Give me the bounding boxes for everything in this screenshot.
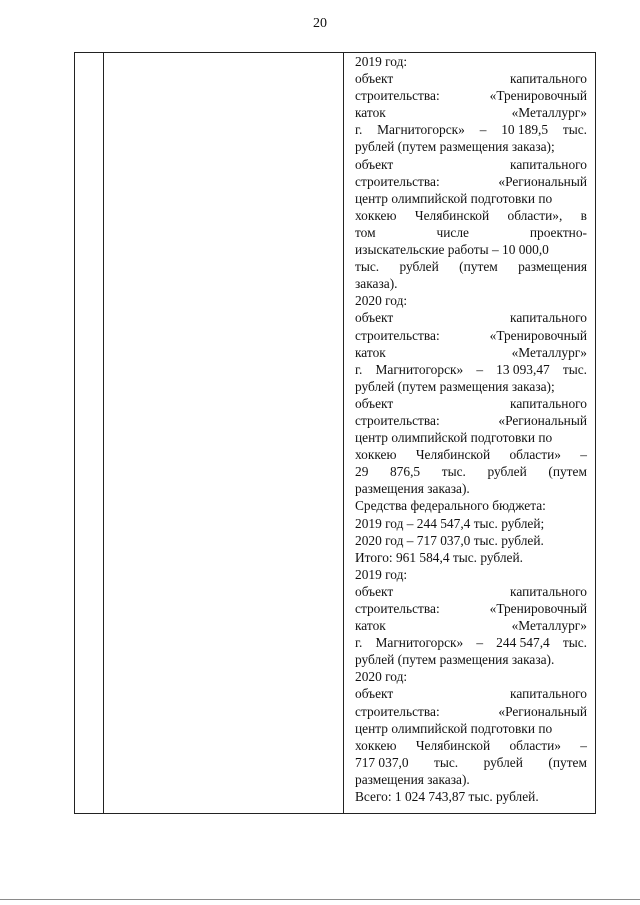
text-word: объект <box>355 395 394 411</box>
text-word: капитального <box>510 156 587 172</box>
text-word: – <box>476 635 484 651</box>
text-word: Челябинской <box>415 737 491 753</box>
text-word: рублей <box>483 754 523 770</box>
text-word: 717 037,0 <box>355 754 409 770</box>
text-line <box>355 583 587 600</box>
text-word: хоккею <box>355 737 397 753</box>
text-word: «Тренировочный <box>489 601 587 616</box>
text-line <box>355 104 587 121</box>
text-word: строительства: <box>355 173 440 189</box>
text-word: «Региональный <box>498 173 587 189</box>
text-word: 10 189,5 <box>501 122 549 138</box>
text-word: тыс. <box>434 754 459 770</box>
text-word: объект <box>355 310 394 326</box>
text-line <box>355 207 587 224</box>
text-word: Магнитогорск» <box>375 635 464 651</box>
text-word: капитального <box>510 71 587 87</box>
text-line: Всего: 1 024 743,87 тыс. рублей. <box>355 789 539 805</box>
text-word: области» <box>509 447 561 463</box>
page-bottom-rule <box>0 899 640 900</box>
text-word: хоккею <box>355 207 397 223</box>
text-line <box>355 309 587 326</box>
text-line: 2019 год: <box>355 566 408 582</box>
document-table <box>74 52 596 814</box>
text-word: (путем <box>548 464 587 480</box>
text-line <box>355 634 587 651</box>
text-word: капитального <box>510 395 587 411</box>
text-word: проектно- <box>529 224 587 240</box>
text-line <box>355 344 587 361</box>
text-word: – <box>580 447 587 463</box>
text-word: Челябинской <box>414 207 490 223</box>
text-line <box>355 87 587 104</box>
text-line: 2020 год: <box>355 669 408 685</box>
text-word: 13 093,47 <box>496 361 550 377</box>
text-line <box>355 754 587 771</box>
text-word: «Региональный <box>498 703 587 719</box>
text-line <box>355 412 587 429</box>
text-line <box>355 395 587 412</box>
text-word: – <box>580 737 587 753</box>
text-word: «Региональный <box>498 412 587 428</box>
text-word: объект <box>355 71 394 87</box>
text-word: «Металлург» <box>511 344 587 360</box>
text-line: рублей (путем размещения заказа); <box>355 139 555 155</box>
text-word: тыс. <box>562 361 587 377</box>
text-line: рублей (путем размещения заказа). <box>355 652 555 668</box>
column-divider <box>343 53 344 813</box>
text-word: тыс. <box>562 635 587 651</box>
text-word: Магнитогорск» <box>375 361 464 377</box>
text-word: строительства: <box>355 703 440 719</box>
text-word: размещения <box>518 259 587 275</box>
text-line: центр олимпийской подготовки по <box>355 430 553 446</box>
text-word: (путем <box>548 754 587 770</box>
text-line: 2019 год – 244 547,4 тыс. рублей; <box>355 515 545 531</box>
text-line <box>355 446 587 463</box>
text-word: объект <box>355 156 394 172</box>
text-line: 2020 год – 717 037,0 тыс. рублей. <box>355 532 544 548</box>
text-line: рублей (путем размещения заказа); <box>355 378 555 394</box>
text-word: строительства: <box>355 88 440 104</box>
text-word: области», <box>507 207 563 223</box>
text-line <box>355 703 587 720</box>
text-word: 29 <box>355 464 369 480</box>
text-word: тыс. <box>441 464 466 480</box>
text-line: 2020 год: <box>355 293 408 309</box>
text-word: в <box>580 207 587 223</box>
text-line <box>355 737 587 754</box>
text-line <box>355 121 587 138</box>
text-word: 244 547,4 <box>496 635 550 651</box>
text-line <box>355 70 587 87</box>
text-word: Магнитогорск» <box>377 122 465 138</box>
text-line: центр олимпийской подготовки по <box>355 720 553 736</box>
text-word: капитального <box>510 686 587 702</box>
text-line <box>355 361 587 378</box>
text-word: тыс. <box>355 259 380 275</box>
text-line <box>355 685 587 702</box>
text-word: том <box>355 224 376 240</box>
column-divider <box>103 53 104 813</box>
text-word: «Металлург» <box>511 105 587 121</box>
text-word: капитального <box>510 310 587 326</box>
text-line: центр олимпийской подготовки по <box>355 190 553 206</box>
text-word: каток <box>355 344 386 360</box>
text-word: «Тренировочный <box>489 88 587 104</box>
text-word: (путем <box>459 259 498 275</box>
text-word: хоккею <box>355 447 397 463</box>
text-word: – <box>476 361 484 377</box>
text-word: Челябинской <box>415 447 491 463</box>
text-word: числе <box>436 224 469 240</box>
text-word: строительства: <box>355 601 440 616</box>
text-line: размещения заказа). <box>355 481 470 497</box>
text-word: – <box>479 122 487 138</box>
text-line <box>355 600 587 617</box>
text-word: рублей <box>487 464 527 480</box>
text-line <box>355 617 587 634</box>
text-line: Итого: 961 584,4 тыс. рублей. <box>355 549 524 565</box>
text-word: «Металлург» <box>511 618 587 634</box>
text-word: 876,5 <box>389 464 421 480</box>
text-line: Средства федерального бюджета: <box>355 498 546 514</box>
text-word: строительства: <box>355 327 440 343</box>
text-word: каток <box>355 618 386 634</box>
text-word: строительства: <box>355 412 440 428</box>
page-number: 20 <box>313 16 327 31</box>
text-word: г. <box>355 635 363 651</box>
text-word: тыс. <box>562 122 587 138</box>
text-line <box>355 258 587 275</box>
text-line: заказа). <box>355 276 398 292</box>
text-line: 2019 год: <box>355 54 408 69</box>
funding-text-cell <box>355 53 587 805</box>
text-word: объект <box>355 583 394 599</box>
text-word: объект <box>355 686 394 702</box>
text-word: г. <box>355 361 363 377</box>
text-line: изыскательские работы – 10 000,0 <box>355 242 549 258</box>
text-line <box>355 463 587 480</box>
text-line <box>355 156 587 173</box>
text-word: рублей <box>399 259 439 275</box>
text-word: «Тренировочный <box>489 327 587 343</box>
text-word: области» <box>509 737 561 753</box>
text-line <box>355 173 587 190</box>
text-word: каток <box>355 105 386 121</box>
text-word: г. <box>355 122 363 138</box>
text-word: капитального <box>510 583 587 599</box>
text-line <box>355 327 587 344</box>
text-line <box>355 224 587 241</box>
text-line: размещения заказа). <box>355 771 470 787</box>
